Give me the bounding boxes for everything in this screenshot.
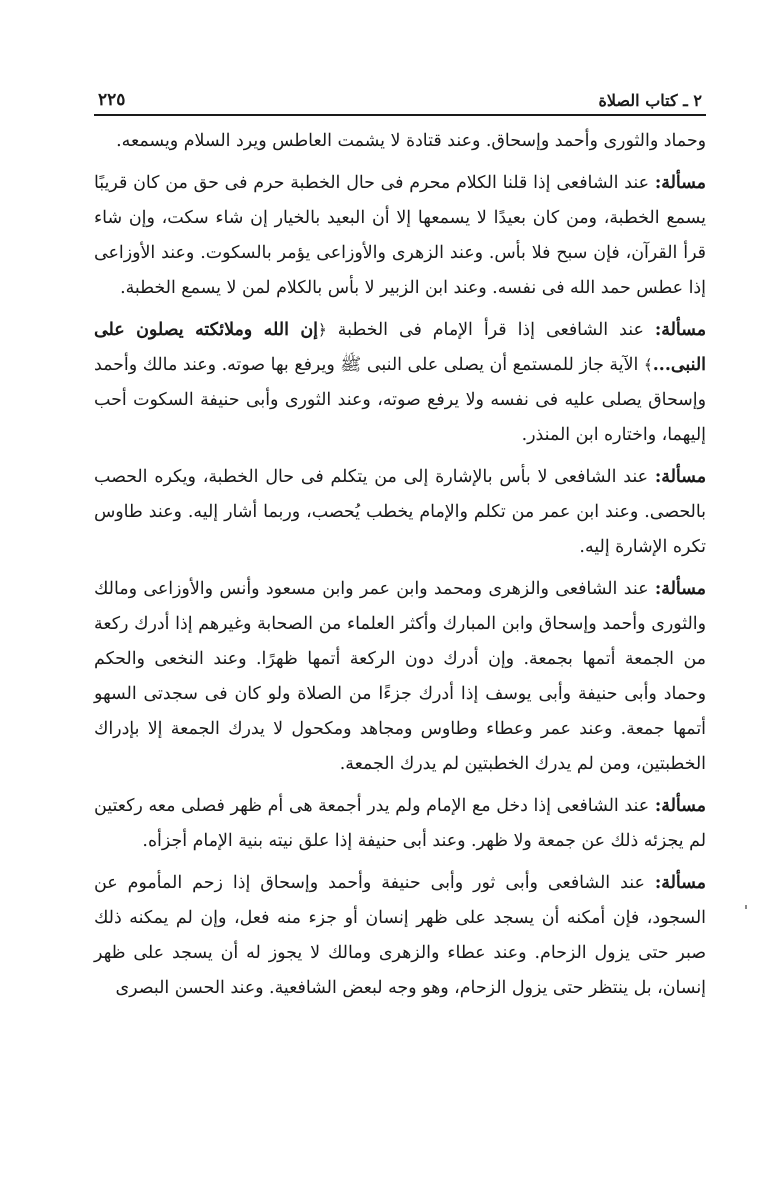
chapter-title: ٢ ـ كتاب الصلاة: [598, 91, 702, 110]
page-number: ٢٢٥: [98, 90, 126, 110]
masala-label: مسألة:: [654, 467, 707, 487]
margin-mark: [745, 905, 747, 909]
quran-bracket-open: ﴿: [318, 321, 327, 339]
paragraph-text: عند الشافعى إذا قلنا الكلام محرم فى حال الخطبة حرم فى حق من كان قريبًا يسمع الخطبة، ومن كان بعيدًا لا يسمعها إلا أن البعيد بالخيار إن شاء سكت، وإن شاء قرأ القرآن، فإن سبح فلا بأس. وعند الزهرى والأوزاعى يؤمر بالسكوت. وعند الأوزاعى إذا عطس حمد الله فى نفسه. وعند ابن الزبير لا بأس بالكلام لمن لا يسمع الخطبة.: [94, 173, 706, 298]
paragraph-masala-6: [94, 866, 706, 1006]
paragraph-masala-1: [94, 166, 706, 306]
paragraph-text: عند الشافعى إذا دخل مع الإمام ولم يدر أجمعة هى أم ظهر فصلى معه ركعتين لم يجزئه ذلك عن جمعة ولا ظهر. وعند أبى حنيفة إذا علق نيته بنية الإمام أجزأه.: [94, 796, 706, 851]
paragraph-masala-4: [94, 572, 706, 782]
paragraph-text: الآية جاز للمستمع أن يصلى على النبى ﷺ ويرفع بها صوته. وعند مالك وأحمد وإسحاق يصلى عليه فى نفسه ولا يرفع صوته، وعند الثورى وأبى حنيفة السكوت أحب إليهما، واختاره ابن المنذر.: [94, 355, 706, 445]
text-body: [94, 124, 706, 1006]
paragraph-text: عند الشافعى إذا قرأ الإمام فى الخطبة: [337, 320, 644, 340]
masala-label: مسألة:: [654, 873, 706, 893]
masala-label: مسألة:: [654, 320, 707, 340]
quran-verse: إن الله وملائكته يصلون على النبى...: [94, 320, 707, 375]
quran-bracket-close: ﴾: [643, 356, 653, 374]
paragraph-continuation: [94, 124, 706, 159]
masala-label: مسألة:: [654, 173, 706, 193]
paragraph-text: وحماد والثورى وأحمد وإسحاق. وعند قتادة لا يشمت العاطس ويرد السلام ويسمعه.: [116, 131, 706, 151]
paragraph-text: عند الشافعى وأبى ثور وأبى حنيفة وأحمد وإسحاق إذا زحم المأموم عن السجود، فإن أمكنه أن يسجد على ظهر إنسان أو جزء منه فعل، وإن لم يمكنه ذلك صبر حتى يزول الزحام. وعند عطاء والزهرى ومالك لا يجوز له أن يسجد على ظهر إنسان، بل ينتظر حتى يزول الزحام، وهو وجه لبعض الشافعية. وعند الحسن البصرى: [94, 873, 706, 998]
masala-label: مسألة:: [654, 579, 706, 599]
paragraph-masala-5: [94, 789, 706, 859]
page: [94, 82, 706, 1006]
paragraph-text: عند الشافعى والزهرى ومحمد وابن عمر وابن مسعود وأنس والأوزاعى ومالك والثورى وأحمد وإسحاق وابن المبارك وأكثر العلماء من الصحابة وغيرهم إذا أدرك ركعة من الجمعة أتمها بجمعة. وإن أدرك دون الركعة أتمها ظهرًا. وعند النخعى والحكم وحماد وأبى حنيفة وأبى يوسف إذا أدرك جزءًا من الصلاة ولو كان فى سجدتى السهو أتمها جمعة. وعند عمر وعطاء وطاوس ومجاهد ومكحول لا يدرك الجمعة إلا بإدراك الخطبتين، ومن لم يدرك الخطبتين لم يدرك الجمعة.: [94, 579, 706, 774]
running-header: [94, 82, 706, 116]
paragraph-masala-2: [94, 313, 706, 453]
paragraph-masala-3: [94, 460, 706, 565]
masala-label: مسألة:: [654, 796, 706, 816]
paragraph-text: عند الشافعى لا بأس بالإشارة إلى من يتكلم فى حال الخطبة، ويكره الحصب بالحصى. وعند ابن عمر من تكلم والإمام يخطب يُحصب، وربما أشار إليه. وعند طاوس تكره الإشارة إليه.: [94, 467, 706, 557]
